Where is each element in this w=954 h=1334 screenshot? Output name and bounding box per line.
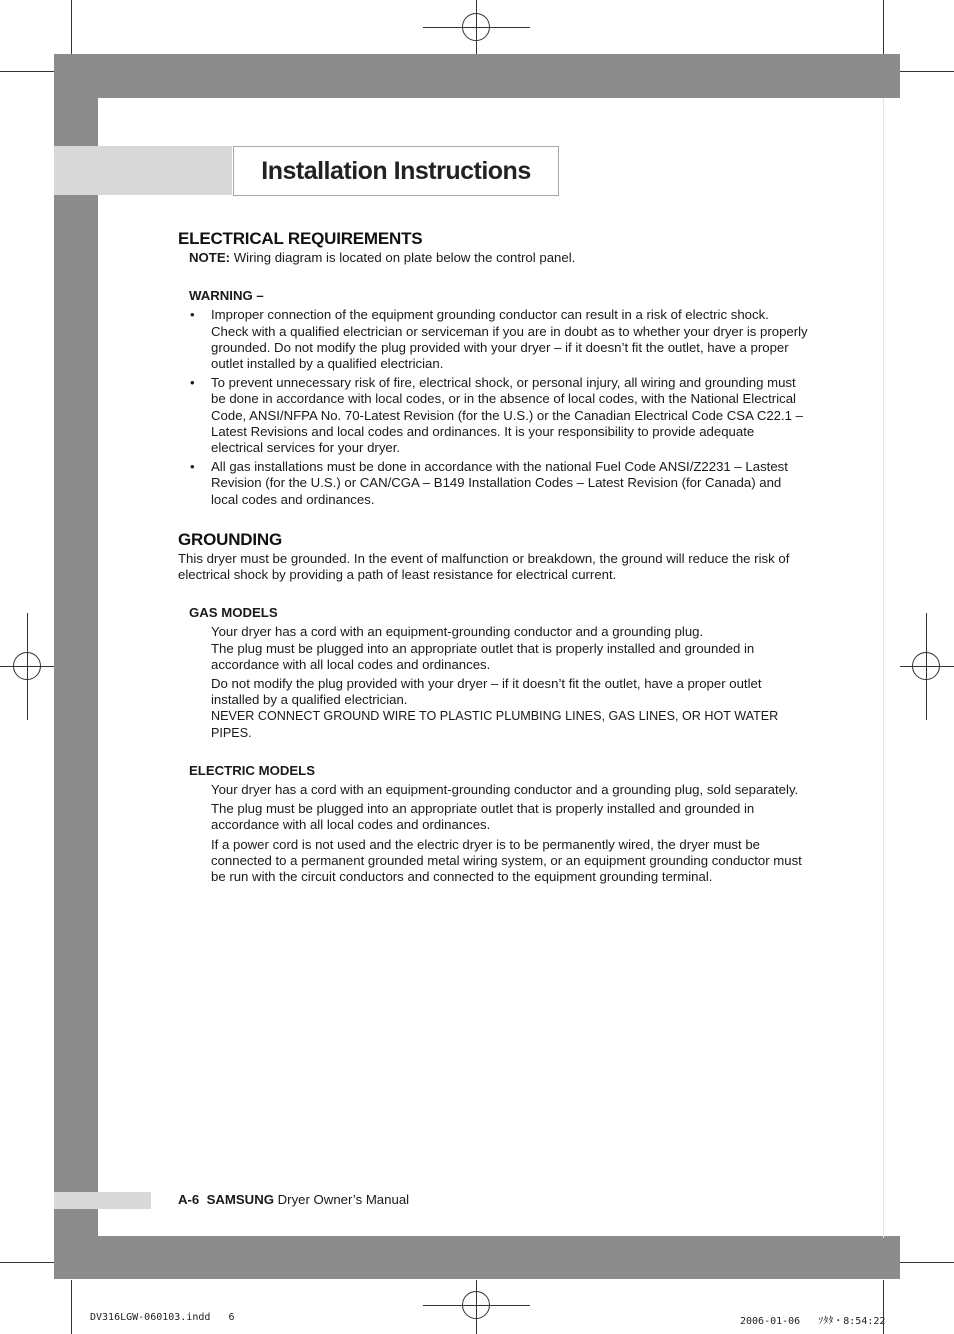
electric-paragraph-2: The plug must be plugged into an appropriate outlet that is properly installed and grounded in accordance with all local codes and ordinances. [211,801,755,833]
registration-circle [912,652,940,680]
date-slug: 2006-01-06 ｿﾀﾀ・8:54:22 [740,1316,886,1327]
crop-mark [0,1262,54,1263]
crop-mark [71,0,72,54]
electric-paragraph-3: If a power cord is not used and the electric dryer is to be permanently wired, the dryer must be connected to a permanent grounded metal wiring system, or an equipment grounding conductor must be run with the circuit conductors and connected to the equipment grounding terminal. [211,836,802,885]
note-paragraph [178,250,808,266]
note-text: Wiring diagram is located on plate below the control panel. [230,250,576,265]
gas-paragraph-2a: Do not modify the plug provided with your dryer – if it doesn’t fit the outlet, have a proper outlet installed by a qualified electrician. [211,676,762,708]
electric-paragraph-1: Your dryer has a cord with an equipment-grounding conductor and a grounding plug, sold separately. [211,782,799,798]
left-gray-bar [54,54,98,1279]
list-item: • All gas installations must be done in accordance with the national Fuel Code ANSI/Z2231 – Lastest Revision (for the U.S.) or CAN/CGA – B149 Installation Codes – Latest Revision (for Canada) and local codes and ordinances. [211,459,808,508]
crop-mark [71,1280,72,1334]
crop-mark [900,1262,954,1263]
bottom-gray-bar [54,1236,900,1279]
file-slug: DV316LGW-060103.indd 6 [90,1312,235,1323]
page-content [178,228,808,885]
gas-paragraph-1a: Your dryer has a cord with an equipment-grounding conductor and a grounding plug. [211,624,704,640]
page-edge-line [883,98,884,1238]
grounding-intro: This dryer must be grounded. In the event of malfunction or breakdown, the ground will reduce the risk of electrical shock by providing a path of least resistance for electrical current. [178,550,790,583]
page-number: A-6 [178,1192,200,1207]
note-label: NOTE: [189,250,231,265]
list-item: • Improper connection of the equipment grounding conductor can result in a risk of electric shock. Check with a qualified electrician or serviceman if you are in doubt as to whether your dryer is properly grounded. Do not modify the plug provided with your dryer – if it doesn’t fit the outlet, have a proper outlet installed by a qualified electrician. [211,307,808,372]
list-item: • To prevent unnecessary risk of fire, electrical shock, or personal injury, all wiring and grounding must be done in accordance with local codes, or in the absence of local codes, with the National Electrical Code, ANSI/NFPA No. 70-Latest Revision (for the U.S.) or the Canadian Electrical Code CSA C22.1 – Latest Revisions and local codes and ordinances. It is your responsibility to provide adequate electrical services for your dryer. [211,375,808,456]
page-title: Installation Instructions [261,156,531,185]
warning-label: WARNING – [189,288,264,304]
header-title-box [233,146,559,196]
brand-name: SAMSUNG [206,1192,274,1207]
crop-mark [0,71,54,72]
electric-models-label: ELECTRIC MODELS [189,762,316,778]
registration-circle [462,1291,490,1319]
grounding-heading: GROUNDING [178,529,282,549]
gas-paragraph-2b: NEVER CONNECT GROUND WIRE TO PLASTIC PLUMBING LINES, GAS LINES, OR HOT WATER PIPES. [211,709,779,740]
footer-tab-decoration [54,1192,151,1209]
crop-mark [900,71,954,72]
footer-text: Dryer Owner’s Manual [273,1192,410,1207]
gas-paragraph-1b: The plug must be plugged into an appropriate outlet that is properly installed and grounded in accordance with all local codes and ordinances. [211,640,755,672]
gas-models-label: GAS MODELS [189,605,278,621]
header-tab-decoration [54,146,232,195]
page-footer [178,1192,409,1207]
crop-mark [883,0,884,54]
top-gray-bar [54,54,900,98]
warning-list [178,307,808,507]
registration-circle [13,652,41,680]
electrical-heading: ELECTRICAL REQUIREMENTS [178,229,423,248]
registration-circle [462,13,490,41]
